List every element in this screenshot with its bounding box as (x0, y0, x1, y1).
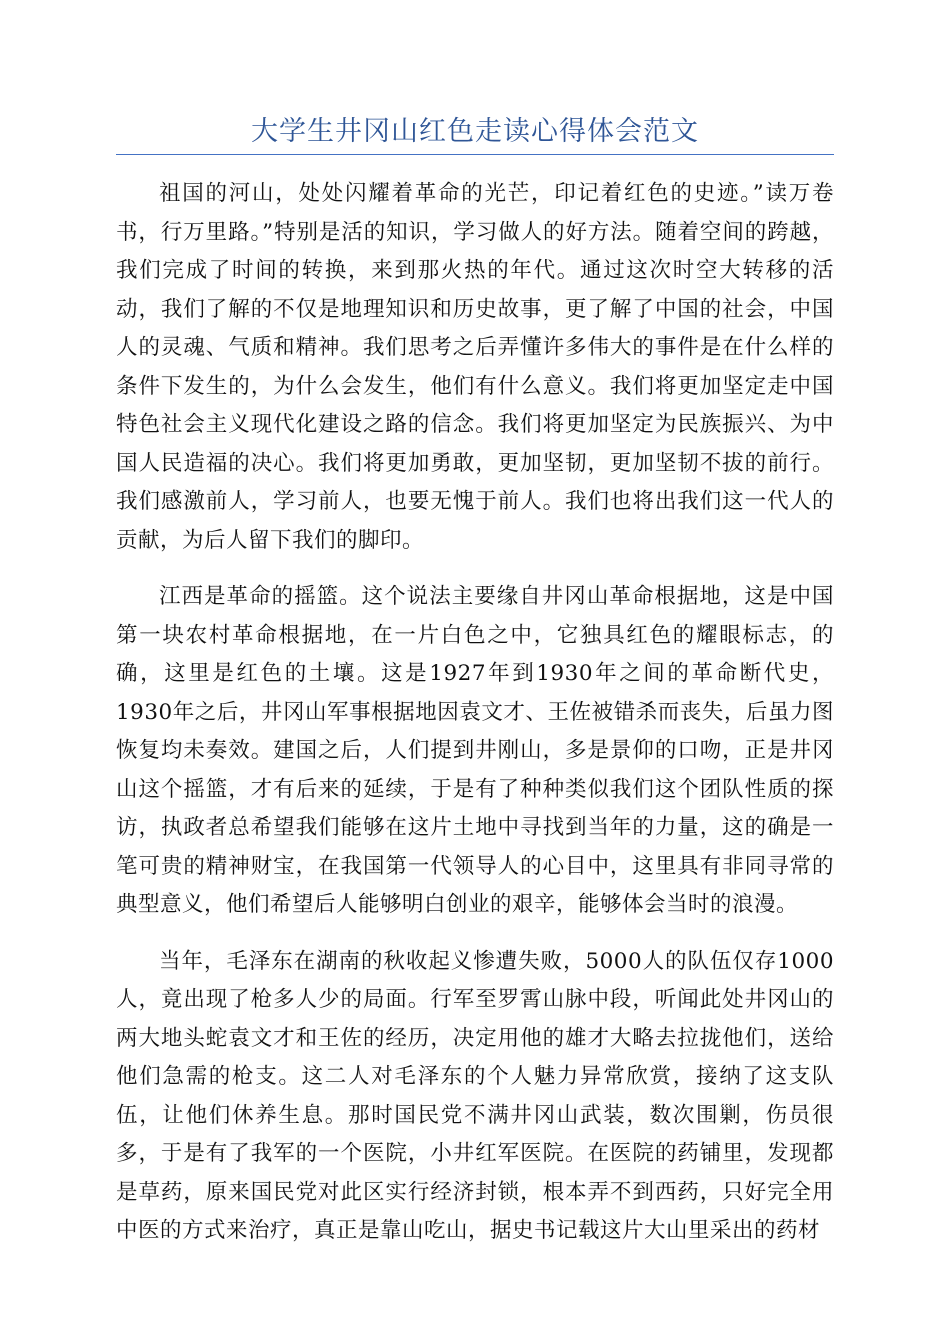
paragraph-3: 当年，毛泽东在湖南的秋收起义惨遭失败，5000人的队伍仅存1000人，竟出现了枪多人少的局面。行军至罗霄山脉中段，听闻此处井冈山的两大地头蛇袁文才和王佐的经历，决定用他的雄才大略去拉拢他们，送给他们急需的枪支。这二人对毛泽东的个人魅力异常欣赏，接纳了这支队伍，让他们休养生息。那时国民党不满井冈山武装，数次围剿，伤员很多，于是有了我军的一个医院，小井红军医院。在医院的药铺里，发现都是草药，原来国民党对此区实行经济封锁，根本弄不到西药，只好完全用中医的方式来治疗，真正是靠山吃山，据史书记载这片大山里采出的药材 (116, 948, 834, 1243)
paragraph-2: 江西是革命的摇篮。这个说法主要缘自井冈山革命根据地，这是中国第一块农村革命根据地，在一片白色之中，它独具红色的耀眼标志，的确，这里是红色的土壤。这是1927年到1930年之间的革命断代史，1930年之后，井冈山军事根据地因袁文才、王佐被错杀而丧失，后虽力图恢复均未奏效。建国之后，人们提到井刚山，多是景仰的口吻，正是井冈山这个摇篮，才有后来的延续，于是有了种种类似我们这个团队性质的探访，执政者总希望我们能够在这片土地中寻找到当年的力量，这的确是一笔可贵的精神财宝，在我国第一代领导人的心目中，这里具有非同寻常的典型意义，他们希望后人能够明白创业的艰辛，能够体会当时的浪漫。 (116, 584, 834, 917)
document-title: 大学生井冈山红色走读心得体会范文 (251, 116, 699, 147)
document-body (116, 175, 834, 1269)
title-underline (116, 154, 834, 155)
paragraph-1: 祖国的河山，处处闪耀着革命的光芒，印记着红色的史迹。”读万卷书，行万里路。”特别是活的知识，学习做人的好方法。随着空间的跨越，我们完成了时间的转换，来到那火热的年代。通过这次时空大转移的活动，我们了解的不仅是地理知识和历史故事，更了解了中国的社会，中国人的灵魂、气质和精神。我们思考之后弄懂许多伟大的事件是在什么样的条件下发生的，为什么会发生，他们有什么意义。我们将更加坚定走中国特色社会主义现代化建设之路的信念。我们将更加坚定为民族振兴、为中国人民造福的决心。我们将更加勇敢，更加坚韧，更加坚韧不拔的前行。我们感激前人，学习前人，也要无愧于前人。我们也将出我们这一代人的贡献，为后人留下我们的脚印。 (116, 181, 834, 553)
